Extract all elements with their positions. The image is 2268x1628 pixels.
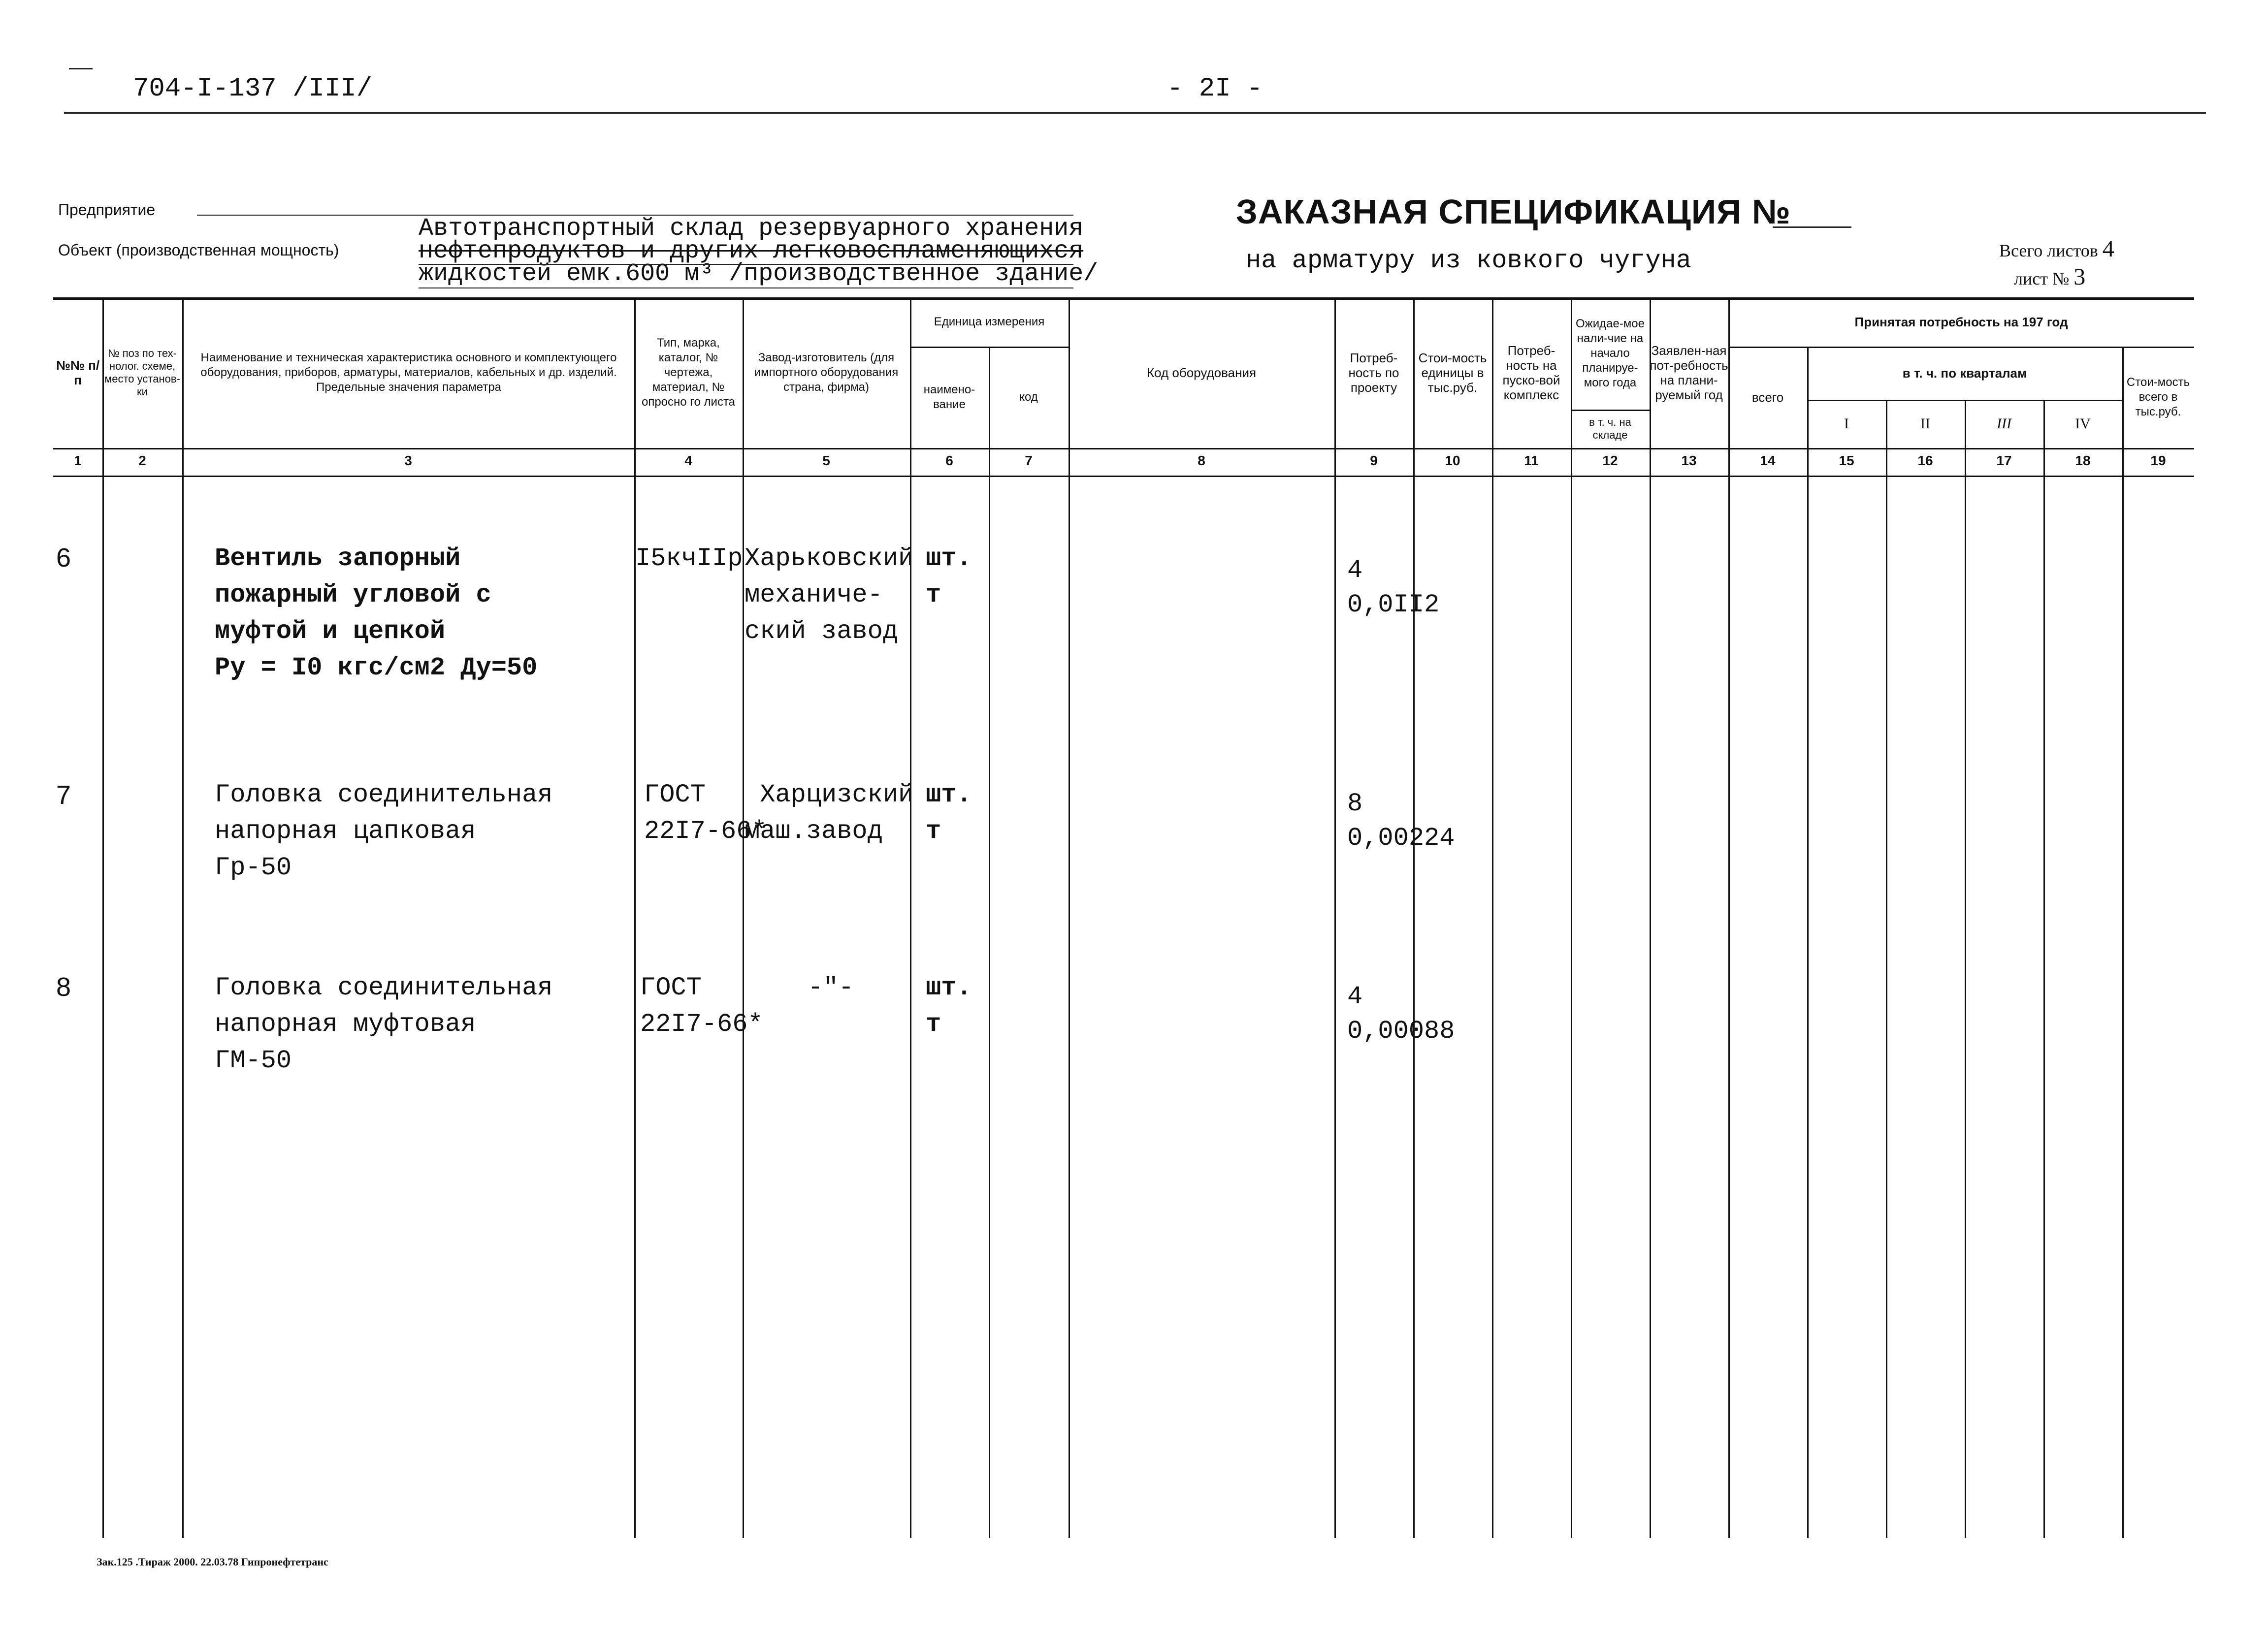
column-rule [1807,347,1809,1538]
header-quarter-1: I [1844,415,1849,432]
total-sheets-label: Всего листов [1999,241,2098,260]
column-number: 17 [1996,453,2012,468]
column-rule [910,297,911,1538]
column-number: 4 [684,453,692,468]
column-rule [1492,297,1493,1538]
header-demand: Потреб-ность по проекту [1348,351,1399,395]
header-rule [64,112,2206,114]
item-description: Головка соединительная напорная муфтовая ГМ-50 [215,973,553,1075]
column-number-rule-top [53,448,2194,449]
column-rule [1334,297,1336,1538]
column-number: 19 [2150,453,2166,468]
header-quarter-3: III [1997,415,2011,432]
column-number: 6 [945,453,953,468]
column-number-rule-bottom [53,476,2194,477]
item-type: ГОСТ 22I7-66* [640,973,763,1039]
item-type: I5кчIIр [635,544,743,573]
page-number: - 2I - [1167,74,1263,104]
document-code: 704-I-137 /III/ [133,74,373,104]
header-unit-code: код [1019,390,1038,404]
header-total-cost: Стои-мость всего в тыс.руб. [2126,376,2190,418]
specification-number-line [1773,226,1851,228]
column-rule [1650,297,1651,1538]
header-in-stock: в т. ч. на складе [1589,416,1631,441]
column-number: 10 [1445,453,1460,468]
column-number: 12 [1602,453,1618,468]
item-demand: 4 0,0II2 [1347,556,1440,619]
object-field-line [419,264,1073,265]
object-text-line: жидкостей емк.600 м³ /производственное здание/ [419,260,1099,288]
header-equipment-code: Код оборудования [1146,365,1257,380]
object-text-line: нефтепродуктов и других легковоспламеняющихся [419,237,1084,265]
item-manufacturer: -"- [777,973,854,1002]
item-manufacturer: Харьковский механиче- ский завод [745,544,914,646]
column-number: 2 [138,453,146,468]
object-label: Объект (производственная мощность) [58,241,339,259]
item-description: Головка соединительная напорная цапковая Гр-50 [215,780,553,882]
header-manufacturer: Завод-изготовитель (для импортного оборудования страна, фирма) [754,351,899,394]
specification-subtitle: на арматуру из ковкого чугуна [1246,246,1691,275]
header-row-number: №№ п/п [56,358,100,387]
specification-table [53,297,2194,1538]
item-demand: 4 0,00088 [1347,982,1455,1046]
object-text-line: Автотранспортный склад резервуарного хранения [419,215,1084,243]
column-number: 8 [1198,453,1205,468]
item-unit: шт. т [926,973,972,1039]
corner-mark [69,68,93,69]
column-number: 5 [822,453,830,468]
enterprise-label: Предприятие [58,201,156,219]
sheet-number-label: лист № [2014,269,2070,288]
header-total: всего [1751,390,1784,405]
row-number: 6 [56,543,71,573]
print-footer-note: Зак.125 .Тираж 2000. 22.03.78 Гипронефтетранс [97,1556,328,1568]
column-rule [1886,400,1887,1538]
column-number: 7 [1025,453,1033,468]
column-rule [743,297,744,1538]
row-number: 8 [56,972,71,1002]
column-number: 18 [2075,453,2091,468]
column-rule [1728,297,1730,1538]
sheet-number-value: 3 [2074,264,2086,290]
header-type: Тип, марка, каталог, № чертежа, материал, № опросно го листа [641,336,736,409]
item-demand: 8 0,00224 [1347,789,1455,853]
header-declared-demand: Заявлен-ная пот-ребность на плани-руемый год [1650,343,1728,402]
header-unit-name: наимено-вание [923,383,975,411]
column-rule [1571,297,1572,1538]
header-unit-cost: Стои-мость единицы в тыс.руб. [1418,351,1487,395]
column-number: 11 [1524,453,1539,468]
column-rule [1069,297,1070,1538]
item-type: ГОСТ 22I7-66* [644,780,767,846]
header-accepted-demand: Принятая потребность на 197 год [1854,315,2068,329]
header-expected-stock: Ожидае-мое нали-чие на начало планируе-мого года [1575,317,1645,389]
sheet-number [2014,263,2085,290]
column-rule [2122,347,2124,1538]
item-unit: шт. т [926,780,972,846]
column-rule [1413,297,1415,1538]
item-unit: шт. т [926,544,972,609]
column-number: 14 [1760,453,1776,468]
total-sheets-value: 4 [2102,236,2114,262]
specification-title: ЗАКАЗНАЯ СПЕЦИФИКАЦИЯ № [1236,192,1791,231]
header-quarter-2: II [1920,415,1930,432]
column-number: 13 [1681,453,1697,468]
item-description: Вентиль запорный пожарный угловой с муфтой и цепкой Ру = I0 кгс/см2 Ду=50 [215,544,538,682]
header-startup-demand: Потреб-ность на пуско-вой комплекс [1502,343,1560,402]
column-rule [2043,400,2045,1538]
column-number: 15 [1839,453,1854,468]
header-quarter-4: IV [2075,415,2091,432]
column-number: 3 [404,453,412,468]
header-by-quarters: в т. ч. по кварталам [1902,366,2027,381]
column-rule [634,297,636,1538]
column-number: 1 [74,453,82,468]
item-manufacturer: Харцизский маш.завод [745,780,914,846]
column-rule [182,297,184,1538]
total-sheets [1999,235,2114,262]
header-unit: Единица измерения [934,315,1045,328]
row-number: 7 [56,780,71,810]
column-rule [102,297,104,1538]
object-field-line [419,287,1073,288]
header-position: № поз по тех-нолог. схеме, место установ-ки [104,347,180,398]
column-number: 16 [1917,453,1933,468]
header-description: Наименование и техническая характеристика основного и комплектующего оборудования, приборов, арматуры, материалов, кабельных и др. изделий. Предельные значения параметра [200,351,617,394]
column-rule [1965,400,1966,1538]
column-rule [989,347,990,1538]
column-number: 9 [1370,453,1378,468]
